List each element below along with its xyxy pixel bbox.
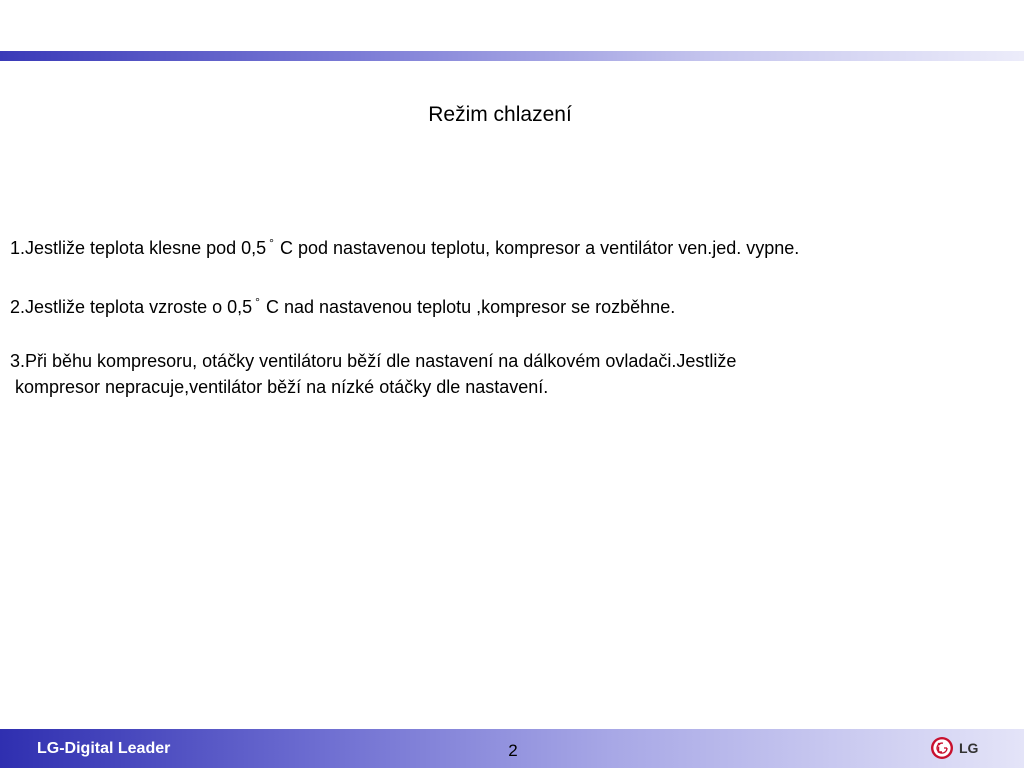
slide-title: Režim chlazení (428, 103, 572, 126)
page-number: 2 (508, 741, 518, 760)
paragraph-1-text-end: C pod nastavenou teplotu, kompresor a ventilátor ven.jed. vypne. (279, 238, 800, 258)
lg-logo-icon (930, 736, 954, 760)
paragraph-2-text-end: C nad nastavenou teplotu ,kompresor se rozběhne. (265, 297, 676, 317)
footer-bar (0, 729, 1024, 768)
header-gradient-bar (0, 51, 1024, 61)
footer-brand: LG-Digital Leader (37, 740, 171, 757)
paragraph-1 (10, 230, 1020, 261)
paragraph-3: 3.Při běhu kompresoru, otáčky ventilátoru běží dle nastavení na dálkovém ovladači.Jestliže kompresor nepracuje,ventilátor běží na nízké otáčky dle nastavení. (10, 351, 737, 397)
paragraph-2 (10, 289, 1020, 320)
degree-symbol: ° (269, 236, 274, 250)
slide-body (10, 230, 1020, 400)
degree-symbol: ° (255, 295, 260, 309)
paragraph-1-text: 1.Jestliže teplota klesne pod 0,5 (10, 238, 267, 258)
paragraph-2-text: 2.Jestliže teplota vzroste o 0,5 (10, 297, 253, 317)
lg-logo (930, 736, 978, 760)
lg-logo-text: LG (959, 740, 979, 756)
